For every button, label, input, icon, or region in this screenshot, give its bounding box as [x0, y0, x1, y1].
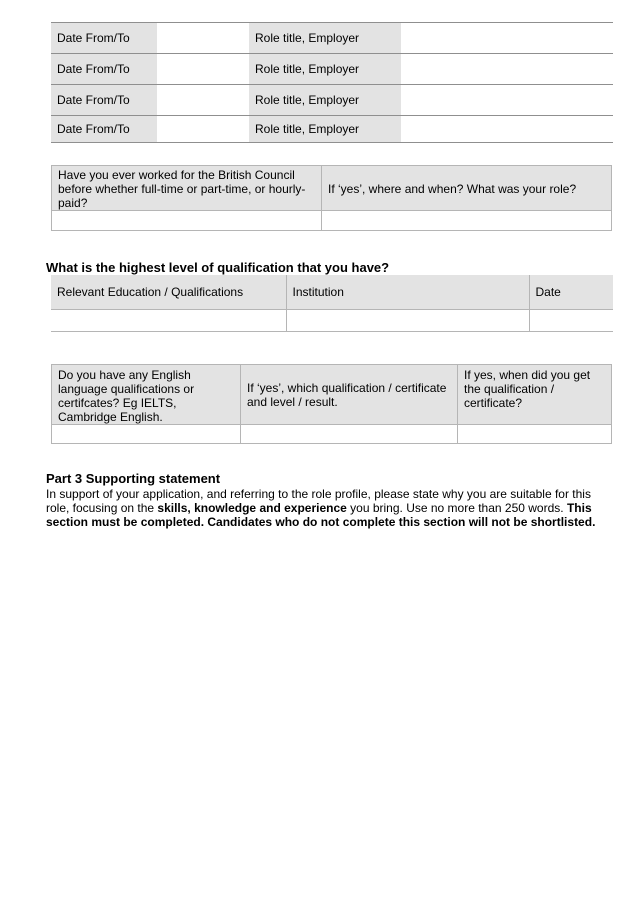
role-label: Role title, Employer	[249, 85, 401, 116]
british-council-details-field[interactable]	[322, 211, 612, 231]
table-row	[52, 166, 612, 211]
role-field[interactable]	[401, 85, 613, 116]
english-qualification-when: If yes, when did you get the qualification / certificate?	[458, 365, 612, 425]
table-row	[51, 23, 613, 54]
british-council-followup: If ‘yes’, where and when? What was your role?	[322, 166, 612, 211]
table-row	[52, 425, 612, 444]
part3-title: Part 3 Supporting statement	[46, 471, 221, 486]
date-field[interactable]	[157, 116, 249, 143]
role-label: Role title, Employer	[249, 54, 401, 85]
table-row	[52, 211, 612, 231]
part3-text-1: In support of your application, and referring to the role profile, please state why you are suitable for this role, focusing on the	[46, 487, 591, 515]
table-row	[51, 309, 613, 331]
role-label: Role title, Employer	[249, 23, 401, 54]
qualification-heading: What is the highest level of qualification that you have?	[46, 260, 390, 275]
role-label: Role title, Employer	[249, 116, 401, 143]
table-row	[51, 116, 613, 143]
role-field[interactable]	[401, 54, 613, 85]
table-row	[51, 85, 613, 116]
role-field[interactable]	[401, 23, 613, 54]
british-council-question: Have you ever worked for the British Council before whether full-time or part-time, or hourly-paid?	[52, 166, 322, 211]
date-label: Date From/To	[51, 116, 157, 143]
date-field[interactable]	[157, 54, 249, 85]
part3-text-2: you bring. Use no more than 250 words.	[346, 501, 567, 515]
employment-history-table	[51, 22, 613, 143]
british-council-answer-field[interactable]	[52, 211, 322, 231]
table-row	[52, 365, 612, 425]
date-field[interactable]	[529, 309, 613, 331]
english-level-field[interactable]	[241, 425, 458, 444]
part3-text-bold-2: This section must be completed. Candidates who do not complete this section will not be shortlisted.	[46, 501, 596, 529]
table-row	[51, 54, 613, 85]
date-header: Date	[529, 275, 613, 309]
british-council-table	[51, 165, 612, 231]
role-field[interactable]	[401, 116, 613, 143]
english-qualification-which: If ‘yes’, which qualification / certificate and level / result.	[241, 365, 458, 425]
date-field[interactable]	[157, 23, 249, 54]
institution-header: Institution	[286, 275, 529, 309]
english-qualifications-table	[51, 364, 612, 444]
date-label: Date From/To	[51, 23, 157, 54]
institution-field[interactable]	[286, 309, 529, 331]
date-label: Date From/To	[51, 85, 157, 116]
date-label: Date From/To	[51, 54, 157, 85]
english-answer-field[interactable]	[52, 425, 241, 444]
english-date-field[interactable]	[458, 425, 612, 444]
table-row	[51, 275, 613, 309]
education-field[interactable]	[51, 309, 286, 331]
part3-text-bold-1: skills, knowledge and experience	[157, 501, 347, 515]
part3-instructions	[46, 487, 614, 529]
date-field[interactable]	[157, 85, 249, 116]
qualifications-table	[51, 275, 613, 332]
english-qualification-question: Do you have any English language qualifications or certifcates? Eg IELTS, Cambridge English.	[52, 365, 241, 425]
education-header: Relevant Education / Qualifications	[51, 275, 286, 309]
